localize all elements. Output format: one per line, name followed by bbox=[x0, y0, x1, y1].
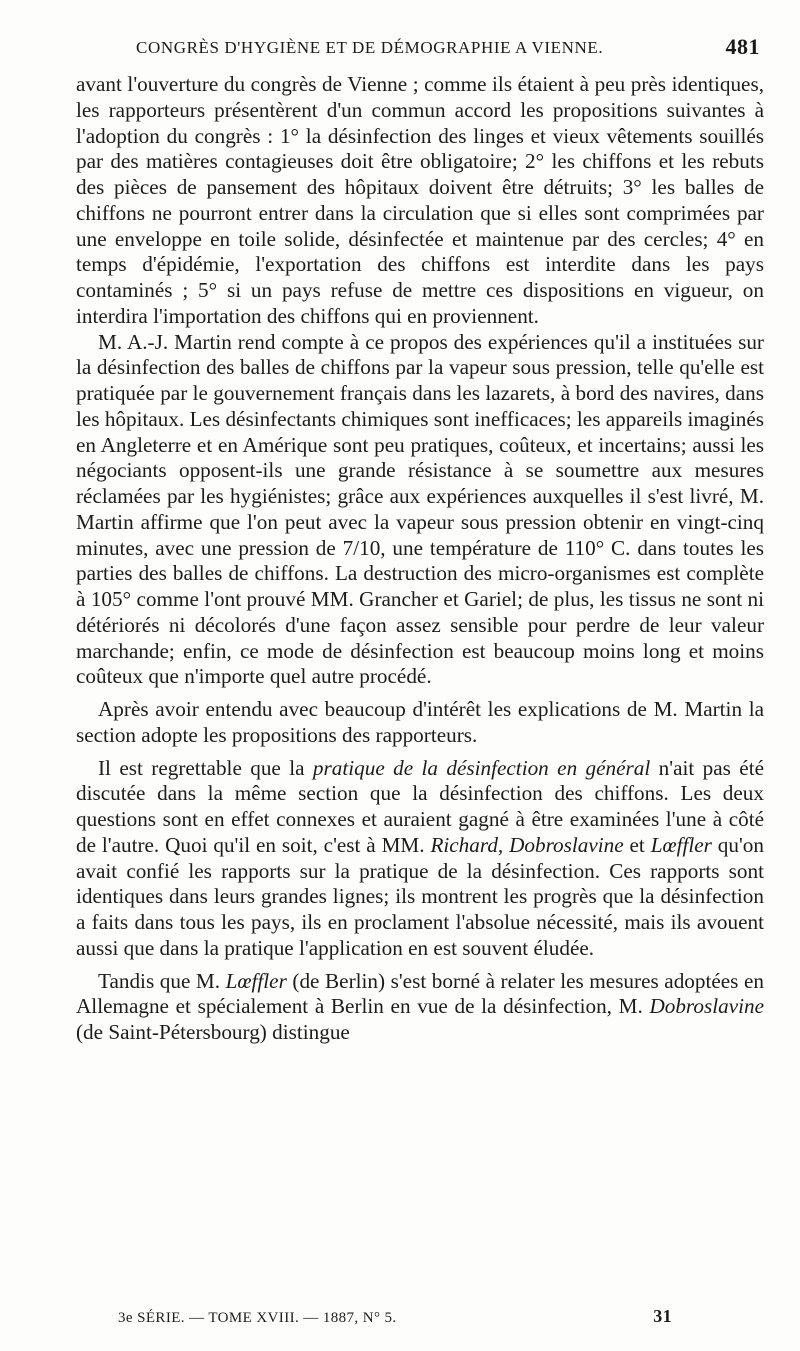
text-run: (de Saint-Pétersbourg) distingue bbox=[76, 1020, 350, 1044]
text-run: qu'on avait confié les rapports sur la pratique de la désinfection. Ces rapports sont identiques dans leurs grandes lignes; ils montrent les progrès que la désinfection a faits dans tous les pays, ils en proclament l'absolue nécessité, mais ils avouent aussi que dans la pratique l'application en est souvent éludée. bbox=[76, 832, 764, 960]
paragraph-p5 bbox=[76, 969, 764, 1046]
italic-text: Lœffler bbox=[225, 968, 287, 993]
text-run: Tandis que M. bbox=[98, 968, 226, 993]
paragraph-p2 bbox=[76, 330, 764, 691]
paragraph-gap bbox=[76, 749, 764, 756]
text-run: Après avoir entendu avec beaucoup d'intérêt les explications de M. Martin la section adopte les propositions des rapporteurs. bbox=[76, 697, 764, 747]
text-run: avant l'ouverture du congrès de Vienne ; comme ils étaient à peu près identiques, les rapporteurs présentèrent d'un commun accord les propositions suivantes à l'adoption du congrès : 1° la désinfection des linges et vieux vêtements souillés par des matières contagieuses doit être obligatoire; 2° les chiffons et les rebuts des pièces de pansement des hôpitaux doivent être détruits; 3° les balles de chiffons ne pourront entrer dans la circulation que si elles sont comprimées par une enveloppe en toile solide, désinfectée et maintenue par des cercles; 4° en temps d'épidémie, l'exportation des chiffons est interdite dans les pays contaminés ; 5° si un pays refuse de mettre ces dispositions en vigueur, on interdira l'importation des chiffons qui en proviennent. bbox=[76, 72, 764, 328]
italic-text: Richard, Dobroslavine bbox=[430, 832, 624, 857]
text-run: et bbox=[623, 832, 651, 857]
running-head bbox=[120, 34, 760, 58]
running-title: CONGRÈS D'HYGIÈNE ET DE DÉMOGRAPHIE A VIENNE. bbox=[136, 38, 604, 57]
italic-text: Lœffler bbox=[650, 832, 712, 857]
page-number: 481 bbox=[725, 34, 760, 59]
text-run: M. A.-J. Martin rend compte à ce propos des expériences qu'il a instituées sur la désinfection des balles de chiffons par la vapeur sous pression, telle qu'elle est pratiquée par le gouvernement français dans les lazarets, à bord des navires, dans les hôpitaux. Les désinfectants chimiques sont inefficaces; les appareils imaginés en Angleterre et en Amérique sont peu pratiques, coûteux, et incertains; aussi les négociants opposent-ils une grande résistance à se soumettre aux mesures réclamées par les hygiénistes; grâce aux expériences auxquelles il s'est livré, M. Martin affirme que l'on peut avec la vapeur sous pression obtenir en vingt-cinq minutes, avec une pression de 7/10, une température de 110° C. dans toutes les parties des balles de chiffons. La destruction des micro-organismes est complète à 105° comme l'ont prouvé MM. Grancher et Gariel; de plus, les tissus ne sont ni détériorés ni décolorés d'une façon assez sensible pour perdre de leur valeur marchande; enfin, ce mode de désinfection est beaucoup moins long et moins coûteux que n'importe quel autre procédé. bbox=[76, 329, 765, 689]
paragraph-gap bbox=[76, 690, 764, 697]
italic-text: Dobroslavine bbox=[649, 994, 764, 1019]
paragraph-gap bbox=[76, 962, 764, 969]
body-text bbox=[76, 72, 764, 1046]
text-run: (de Berlin) s'est borné à relater les mesures adoptées en Allemagne et spécialement à Berlin en vue de la désinfection, M. bbox=[76, 968, 764, 1019]
paragraph-p3 bbox=[76, 697, 764, 749]
paragraph-p1 bbox=[76, 72, 764, 330]
footer-signature: 31 bbox=[653, 1306, 672, 1326]
footer-series: 3e SÉRIE. — TOME XVIII. — 1887, N° 5. bbox=[118, 1310, 397, 1326]
text-run: Il est regrettable que la bbox=[98, 755, 313, 780]
page-footer bbox=[112, 1306, 672, 1330]
text-run: n'ait pas été discutée dans la même section que la désinfection des chiffons. Les deux questions sont en effet connexes et auraient gagné à être examinées l'une à côté de l'autre. Quoi qu'il en soit, c'est à MM. bbox=[76, 755, 764, 857]
paragraph-p4 bbox=[76, 756, 764, 962]
italic-text: pratique de la désinfection en général bbox=[312, 755, 651, 780]
